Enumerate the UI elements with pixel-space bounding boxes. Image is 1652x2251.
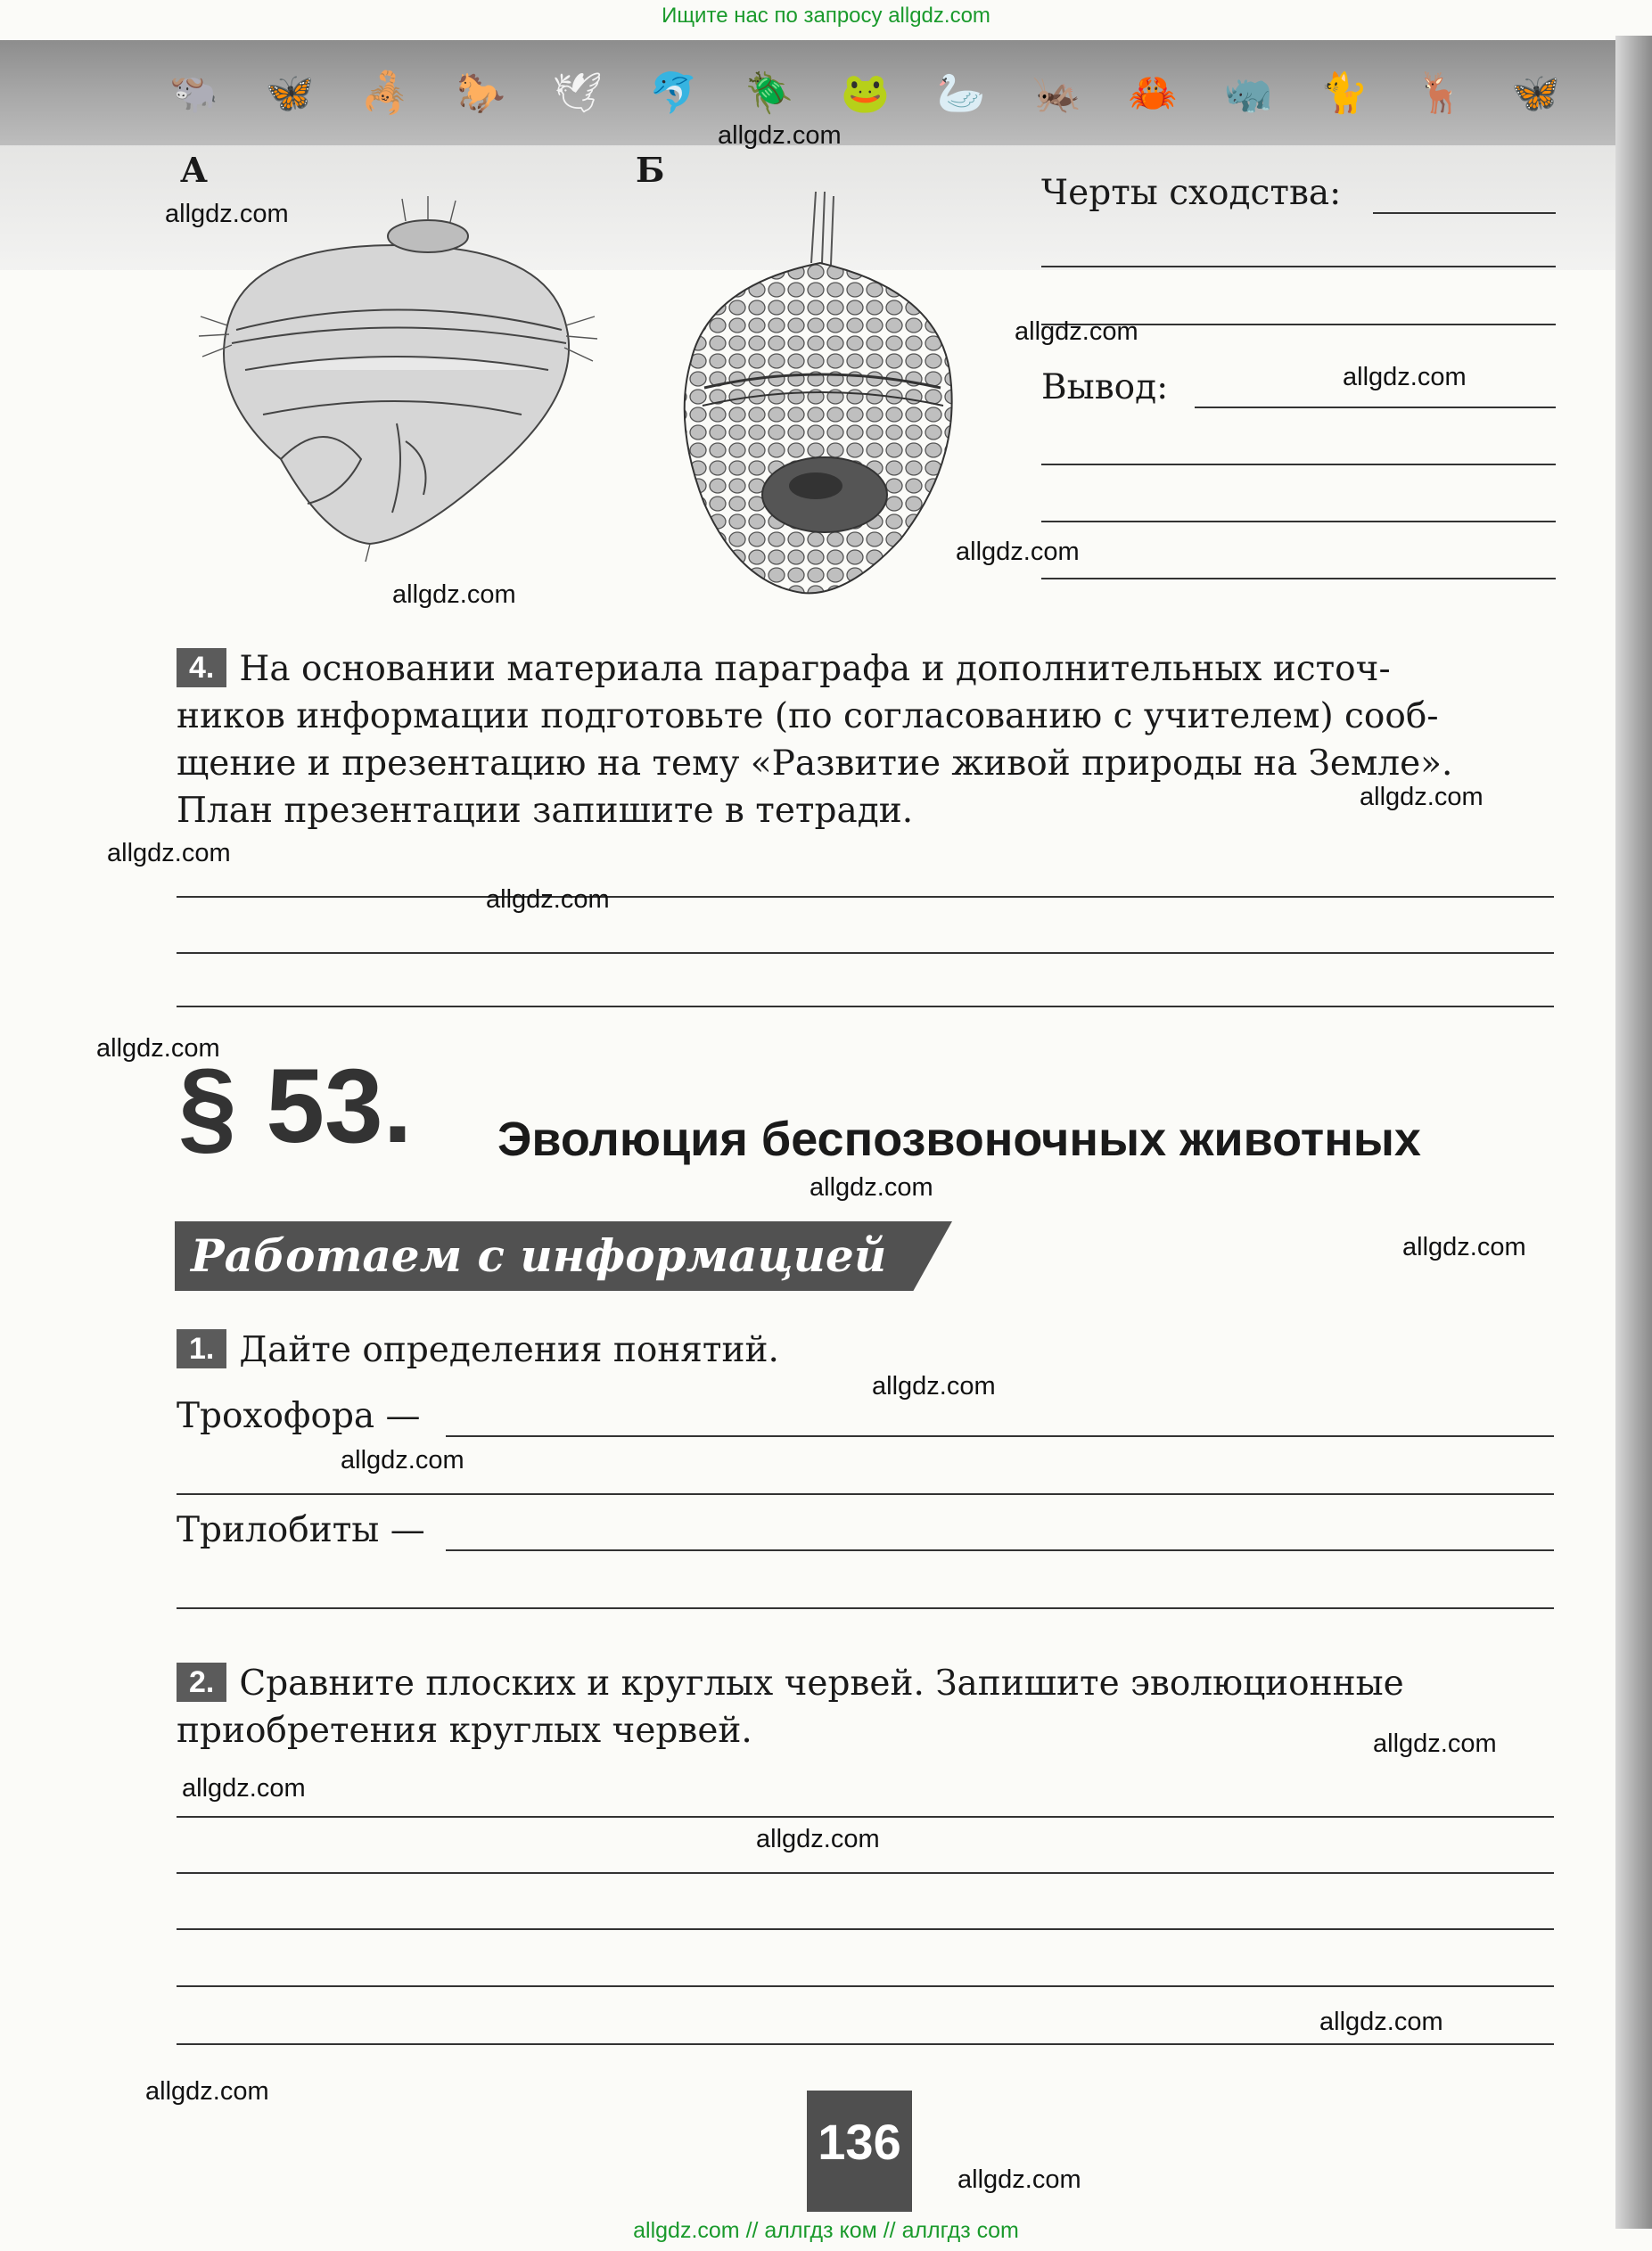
watermark: allgdz.com: [165, 200, 289, 228]
larva-b-illustration: [669, 192, 972, 602]
watermark: allgdz.com: [1360, 783, 1484, 811]
task-2-line-1: 2. Сравните плоских и круглых червей. Запишите эволюционные: [177, 1660, 1558, 1707]
rhino-icon: 🦏: [1223, 70, 1273, 116]
frog-icon: 🐸: [841, 70, 890, 116]
watermark: allgdz.com: [810, 1173, 933, 1202]
figure-label-b: Б: [636, 150, 665, 190]
answer-line[interactable]: [177, 1928, 1554, 1930]
watermark: allgdz.com: [1373, 1729, 1497, 1758]
similarity-line-2[interactable]: [1041, 266, 1556, 267]
task-1: 1. Дайте определения понятий.: [177, 1327, 779, 1374]
answer-line[interactable]: [177, 896, 1554, 898]
answer-line[interactable]: [177, 1493, 1554, 1495]
watermark: allgdz.com: [872, 1372, 996, 1401]
section-number: § 53.: [178, 1047, 413, 1165]
task-2: [177, 1660, 1558, 1754]
answer-line[interactable]: [446, 1549, 1554, 1551]
watermark: allgdz.com: [107, 839, 231, 867]
antelope-icon: 🦌: [1415, 70, 1465, 116]
horse-icon: 🐎: [456, 70, 506, 116]
watermark: allgdz.com: [1015, 317, 1138, 346]
similarity-line-1[interactable]: [1373, 212, 1556, 214]
task-number: 4.: [177, 648, 226, 687]
watermark: allgdz.com: [96, 1034, 220, 1063]
crab-icon: 🦀: [1128, 70, 1178, 116]
watermark: allgdz.com: [145, 2077, 269, 2106]
watermark: allgdz.com: [756, 1825, 880, 1853]
task-4-line-1: 4. На основании материала параграфа и дополнительных источ-: [177, 645, 1558, 693]
footer-links[interactable]: allgdz.com // аллгдз ком // аллгдз com: [633, 2218, 1019, 2243]
watermark: allgdz.com: [341, 1446, 464, 1475]
task-2-line-2: приобретения круглых червей.: [177, 1711, 752, 1751]
animal-icon-row: [169, 62, 1560, 125]
watermark: allgdz.com: [182, 1774, 306, 1803]
task-4-line-3: щение и презентацию на тему «Развитие живой природы на Земле».: [177, 743, 1453, 784]
conclusion-line-2[interactable]: [1041, 464, 1556, 465]
watermark: allgdz.com: [1402, 1233, 1526, 1261]
task-4: [177, 645, 1558, 834]
answer-line[interactable]: [177, 1872, 1554, 1874]
task-4-line-4: План презентации запишите в тетради.: [177, 791, 914, 831]
insect-icon: 🦗: [1032, 70, 1081, 116]
bird-icon: 🕊: [552, 70, 603, 116]
answer-line[interactable]: [177, 1607, 1554, 1609]
bison-icon: 🐃: [169, 70, 218, 116]
answer-line[interactable]: [177, 1006, 1554, 1007]
heron-icon: 🦢: [936, 70, 986, 116]
scorpion-icon: 🦂: [360, 70, 410, 116]
section-title: Эволюция беспозвоночных животных: [497, 1113, 1421, 1166]
cat-icon: 🐈: [1319, 70, 1369, 116]
watermark: allgdz.com: [1343, 363, 1467, 391]
beetle-icon: 🪲: [744, 70, 794, 116]
conclusion-line-1[interactable]: [1195, 407, 1556, 408]
watermark: allgdz.com: [958, 2165, 1081, 2194]
page-number: 136: [818, 2114, 901, 2170]
conclusion-line-4[interactable]: [1041, 578, 1556, 579]
watermark: allgdz.com: [718, 121, 842, 150]
answer-line[interactable]: [177, 952, 1554, 954]
answer-line[interactable]: [446, 1435, 1554, 1437]
watermark: allgdz.com: [486, 885, 610, 914]
term-trilobites: Трилобиты —: [177, 1510, 425, 1550]
task-4-line-2: ников информации подготовьте (по согласованию с учителем) сооб-: [177, 696, 1439, 736]
watermark: allgdz.com: [956, 538, 1080, 566]
watermark: allgdz.com: [392, 580, 516, 609]
similarity-label: Черты сходства:: [1041, 173, 1342, 213]
answer-line[interactable]: [177, 1985, 1554, 1987]
task-number: 1.: [177, 1329, 226, 1368]
answer-line[interactable]: [177, 2043, 1554, 2045]
butterfly-icon-2: 🦋: [1511, 70, 1560, 116]
watermark: allgdz.com: [1319, 2008, 1443, 2036]
page-edge-shadow: [1615, 36, 1652, 2229]
answer-line[interactable]: [177, 1816, 1554, 1818]
conclusion-label: Вывод:: [1041, 367, 1169, 407]
trochophore-illustration: [192, 192, 602, 566]
search-hint: Ищите нас по запросу allgdz.com: [662, 4, 990, 28]
term-trochophore: Трохофора —: [177, 1396, 421, 1436]
figure-label-a: А: [180, 150, 208, 190]
dolphin-icon: 🐬: [649, 70, 699, 116]
info-heading: Работаем с информацией: [191, 1229, 887, 1282]
butterfly-icon: 🦋: [265, 70, 315, 116]
conclusion-line-3[interactable]: [1041, 521, 1556, 522]
task-number: 2.: [177, 1663, 226, 1702]
